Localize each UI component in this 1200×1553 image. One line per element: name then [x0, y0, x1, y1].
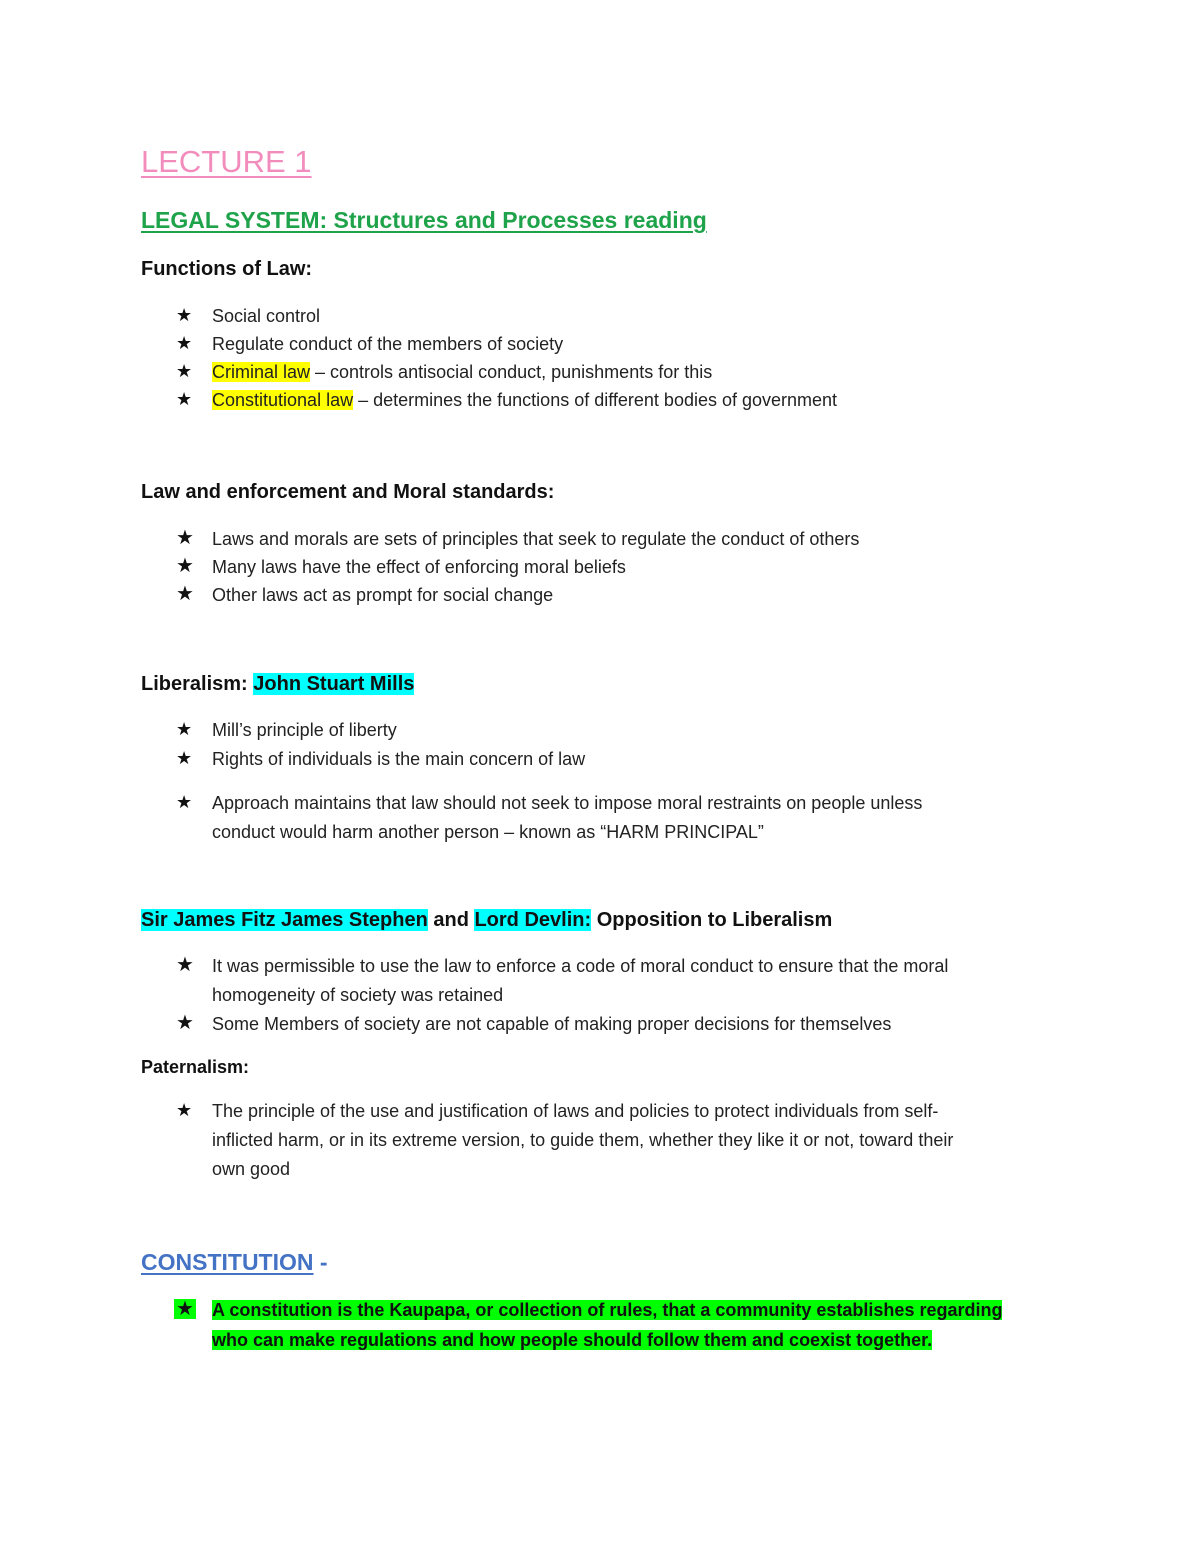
paternalism-line-3: own good: [212, 1159, 291, 1179]
functions-item-2: Regulate conduct of the members of society: [212, 334, 564, 354]
morals-heading: Law and enforcement and Moral standards:: [141, 481, 555, 503]
liberalism-heading: [141, 673, 414, 696]
constitution-heading: [141, 1249, 328, 1276]
constitution-line-2-text: who can make regulations and how people should follow them and coexist together.: [212, 1330, 933, 1350]
star-icon: ★: [176, 719, 193, 739]
devlin-highlight: Lord Devlin:: [474, 909, 592, 931]
star-icon: ★: [176, 305, 193, 325]
functions-heading: Functions of Law:: [141, 258, 313, 280]
page-title: LECTURE 1: [141, 144, 312, 179]
functions-item-1: Social control: [212, 306, 321, 326]
star-icon: ★: [176, 555, 194, 577]
star-icon: ★: [176, 792, 193, 812]
constitution-line-1: [212, 1296, 1002, 1325]
paternalism-line-2: inflicted harm, or in its extreme version, to guide them, whether they like it or not, toward their: [212, 1130, 954, 1150]
liberalism-item-2: Rights of individuals is the main concern of law: [212, 749, 586, 769]
liberalism-approach-line-1: Approach maintains that law should not seek to impose moral restraints on people unless: [212, 793, 923, 813]
opposition-item-1-line-2: homogeneity of society was retained: [212, 985, 504, 1005]
john-stuart-mills-highlight: John Stuart Mills: [253, 673, 415, 695]
constitution-title: CONSTITUTION: [141, 1249, 314, 1275]
opposition-and: and: [427, 909, 475, 931]
paternalism-heading: Paternalism:: [141, 1057, 250, 1077]
constitution-line-1-text: A constitution is the Kaupapa, or collection of rules, that a community establishes regarding: [212, 1300, 1003, 1320]
opposition-rest: Opposition to Liberalism: [591, 909, 833, 931]
star-icon: ★: [176, 333, 193, 353]
morals-item-1: Laws and morals are sets of principles that seek to regulate the conduct of others: [212, 529, 860, 549]
functions-item-4: [212, 386, 837, 415]
liberalism-label: Liberalism:: [141, 673, 254, 695]
morals-item-3: Other laws act as prompt for social change: [212, 585, 554, 605]
star-icon: ★: [176, 361, 193, 381]
star-icon: ★: [176, 527, 194, 549]
opposition-item-1-line-1: It was permissible to use the law to enforce a code of moral conduct to ensure that the moral: [212, 956, 949, 976]
opposition-item-2: Some Members of society are not capable of making proper decisions for themselves: [212, 1014, 892, 1034]
constitutional-law-text: – determines the functions of different bodies of government: [353, 390, 838, 410]
liberalism-item-1: Mill’s principle of liberty: [212, 720, 397, 740]
star-icon: ★: [176, 954, 194, 976]
star-icon: ★: [176, 748, 193, 768]
star-icon: ★: [176, 389, 193, 409]
constitution-dash: -: [313, 1249, 328, 1275]
constitution-line-2: [212, 1326, 932, 1355]
morals-item-2: Many laws have the effect of enforcing moral beliefs: [212, 557, 626, 577]
stephen-highlight: Sir James Fitz James Stephen: [141, 909, 428, 931]
liberalism-approach-line-2: conduct would harm another person – known as “HARM PRINCIPAL”: [212, 822, 764, 842]
page-subtitle: LEGAL SYSTEM: Structures and Processes reading: [141, 207, 707, 233]
criminal-law-text: – controls antisocial conduct, punishments for this: [310, 362, 713, 382]
criminal-law-highlight: Criminal law: [212, 362, 311, 382]
star-icon: ★: [176, 1012, 194, 1034]
opposition-heading: [141, 909, 832, 932]
star-icon: ★: [176, 583, 194, 605]
paternalism-line-1: The principle of the use and justification of laws and policies to protect individuals from self-: [212, 1101, 939, 1121]
functions-item-3: [212, 358, 712, 387]
star-icon: ★: [176, 1298, 194, 1320]
constitutional-law-highlight: Constitutional law: [212, 390, 354, 410]
star-icon: ★: [176, 1100, 193, 1120]
